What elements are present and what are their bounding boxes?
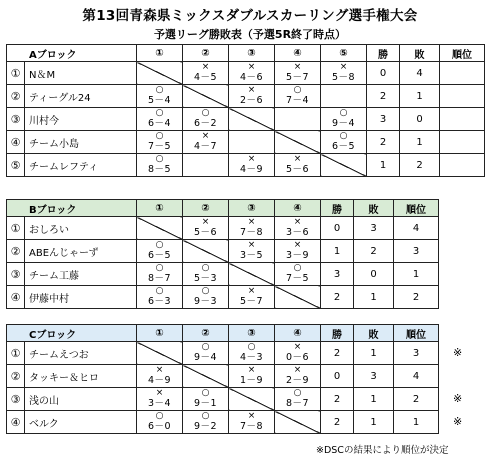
column-header-rank: 順位 — [394, 200, 439, 217]
result-score: 0－6 — [285, 352, 310, 363]
result-cell — [275, 217, 321, 240]
self-match-cell — [183, 365, 229, 388]
result-mark: ○ — [155, 154, 164, 164]
result-mark: ○ — [293, 388, 302, 398]
table-row — [7, 131, 485, 154]
result-mark: × — [247, 217, 256, 227]
result-mark: ○ — [155, 411, 164, 421]
column-header-opponent: ④ — [275, 200, 321, 217]
footnote: ※DSCの結果により順位が決定 — [316, 445, 449, 456]
result-score: 5－6 — [285, 164, 310, 175]
result-mark: ○ — [201, 388, 210, 398]
result-score: 7－4 — [285, 95, 310, 106]
column-header-opponent: ⑤ — [321, 45, 367, 62]
team-loss: 1 — [400, 85, 440, 108]
team-win: 2 — [321, 342, 354, 365]
column-header-opponent: ① — [137, 200, 183, 217]
team-win: 3 — [367, 108, 400, 131]
result-cell — [183, 388, 229, 411]
self-match-cell — [183, 240, 229, 263]
team-number: ③ — [7, 388, 25, 411]
result-cell — [183, 62, 229, 85]
result-score: 3－5 — [239, 250, 264, 261]
result-score: 8－5 — [147, 164, 172, 175]
team-name: チーム小島 — [25, 131, 137, 154]
team-number: ① — [7, 342, 25, 365]
column-header-loss: 敗 — [354, 325, 394, 342]
result-score: 5－7 — [239, 296, 264, 307]
result-mark: × — [247, 62, 256, 72]
team-name: N＆M — [25, 62, 137, 85]
result-score: 7－8 — [239, 421, 264, 432]
team-rank: 2 — [394, 388, 439, 411]
result-cell — [137, 154, 183, 177]
result-score: 6－2 — [193, 118, 218, 129]
result-mark: ○ — [155, 263, 164, 273]
table-row — [7, 108, 485, 131]
team-rank: 3 — [394, 342, 439, 365]
result-score: 7－8 — [239, 227, 264, 238]
result-cell — [229, 85, 275, 108]
column-header-opponent: ④ — [275, 45, 321, 62]
result-score: 6－5 — [147, 250, 172, 261]
result-cell — [183, 108, 229, 131]
result-cell — [229, 62, 275, 85]
team-rank: 2 — [394, 286, 439, 309]
result-mark: × — [247, 154, 256, 164]
result-mark: ○ — [201, 411, 210, 421]
team-loss: 0 — [354, 263, 394, 286]
result-mark: ○ — [155, 286, 164, 296]
result-cell — [229, 411, 275, 434]
result-cell — [229, 154, 275, 177]
team-win: 2 — [367, 85, 400, 108]
result-score: 4－9 — [147, 375, 172, 386]
team-name: ティーグル24 — [25, 85, 137, 108]
result-mark: ○ — [155, 108, 164, 118]
result-mark: ○ — [155, 240, 164, 250]
result-cell — [275, 388, 321, 411]
self-match-cell — [275, 411, 321, 434]
result-mark: ○ — [293, 263, 302, 273]
table-row — [7, 85, 485, 108]
result-mark: ○ — [155, 131, 164, 141]
result-score: 4－3 — [239, 352, 264, 363]
team-number: ④ — [7, 286, 25, 309]
team-win: 1 — [367, 154, 400, 177]
column-header-opponent: ③ — [229, 325, 275, 342]
team-loss: 1 — [354, 411, 394, 434]
team-win: 3 — [321, 263, 354, 286]
result-cell — [321, 85, 367, 108]
result-score: 6－5 — [331, 141, 356, 152]
team-loss: 4 — [400, 62, 440, 85]
self-match-cell — [137, 342, 183, 365]
self-match-cell — [321, 154, 367, 177]
team-loss: 1 — [354, 388, 394, 411]
result-mark: ○ — [293, 85, 302, 95]
team-name: チームレフティ — [25, 154, 137, 177]
result-cell — [137, 108, 183, 131]
team-loss: 3 — [354, 217, 394, 240]
result-mark: ○ — [201, 342, 210, 352]
table-row — [7, 263, 439, 286]
column-header-opponent: ② — [183, 325, 229, 342]
result-score: 5－6 — [193, 227, 218, 238]
result-score: 4－7 — [193, 141, 218, 152]
team-win: 0 — [321, 217, 354, 240]
team-win: 0 — [321, 365, 354, 388]
team-name: おしろい — [25, 217, 137, 240]
league-table-block-0 — [6, 44, 485, 177]
result-cell — [229, 286, 275, 309]
table-row — [7, 286, 439, 309]
table-row — [7, 411, 439, 434]
self-match-cell — [229, 108, 275, 131]
league-table-block-1 — [6, 199, 439, 309]
result-score: 3－9 — [285, 250, 310, 261]
result-mark: × — [201, 217, 210, 227]
result-score: 4－9 — [239, 164, 264, 175]
result-mark: ○ — [247, 342, 256, 352]
result-cell — [275, 108, 321, 131]
result-score: 6－3 — [147, 296, 172, 307]
result-score: 9－2 — [193, 421, 218, 432]
result-cell — [183, 263, 229, 286]
page-subtitle: 予選リーグ勝敗表（予選5R終了時点） — [153, 28, 347, 41]
result-cell — [321, 131, 367, 154]
table-row — [7, 62, 485, 85]
column-header-win: 勝 — [321, 200, 354, 217]
result-score: 9－1 — [193, 398, 218, 409]
result-mark: × — [247, 286, 256, 296]
result-cell — [275, 240, 321, 263]
table-row — [7, 240, 439, 263]
team-rank — [440, 85, 485, 108]
result-mark: × — [339, 62, 348, 72]
result-mark: × — [247, 85, 256, 95]
result-score: 8－7 — [147, 273, 172, 284]
team-rank: 3 — [394, 240, 439, 263]
team-win: 2 — [321, 388, 354, 411]
self-match-cell — [137, 62, 183, 85]
column-header-rank: 順位 — [440, 45, 485, 62]
result-cell — [321, 108, 367, 131]
result-cell — [275, 342, 321, 365]
result-mark: × — [293, 240, 302, 250]
table-row — [7, 342, 439, 365]
result-cell — [137, 240, 183, 263]
team-win: 2 — [321, 286, 354, 309]
result-mark: × — [293, 154, 302, 164]
team-loss: 1 — [354, 342, 394, 365]
team-rank: 4 — [394, 365, 439, 388]
result-mark: ○ — [339, 108, 348, 118]
result-score: 5－4 — [147, 95, 172, 106]
result-cell — [137, 411, 183, 434]
result-cell — [137, 365, 183, 388]
tiebreak-asterisk: ※ — [453, 392, 463, 405]
result-mark: × — [155, 388, 164, 398]
column-header-opponent: ① — [137, 325, 183, 342]
tiebreak-asterisk: ※ — [453, 346, 463, 359]
result-mark: × — [247, 365, 256, 375]
result-score: 3－4 — [147, 398, 172, 409]
block-name: Aブロック — [7, 45, 137, 62]
team-name: 川村今 — [25, 108, 137, 131]
result-mark: × — [201, 131, 210, 141]
self-match-cell — [137, 217, 183, 240]
team-number: ① — [7, 217, 25, 240]
result-cell — [275, 85, 321, 108]
result-score: 4－5 — [193, 72, 218, 83]
result-mark: ○ — [201, 108, 210, 118]
result-score: 9－3 — [193, 296, 218, 307]
team-loss: 3 — [354, 365, 394, 388]
team-number: ⑤ — [7, 154, 25, 177]
result-mark: × — [293, 217, 302, 227]
team-name: チーム工藤 — [25, 263, 137, 286]
table-row — [7, 154, 485, 177]
result-score: 8－7 — [285, 398, 310, 409]
self-match-cell — [229, 263, 275, 286]
block-name: Cブロック — [7, 325, 137, 342]
team-number: ② — [7, 365, 25, 388]
result-mark: × — [155, 365, 164, 375]
result-score: 5－3 — [193, 273, 218, 284]
page-title: 第13回青森県ミックスダブルスカーリング選手権大会 — [82, 8, 418, 24]
team-number: ② — [7, 85, 25, 108]
self-match-cell — [229, 388, 275, 411]
team-rank: 1 — [394, 411, 439, 434]
team-rank — [440, 62, 485, 85]
self-match-cell — [275, 286, 321, 309]
tiebreak-asterisk: ※ — [453, 415, 463, 428]
result-cell — [183, 131, 229, 154]
result-score: 7－5 — [147, 141, 172, 152]
team-win: 1 — [321, 240, 354, 263]
team-number: ③ — [7, 263, 25, 286]
result-cell — [137, 85, 183, 108]
result-cell — [229, 217, 275, 240]
team-loss: 2 — [354, 240, 394, 263]
result-score: 5－7 — [285, 72, 310, 83]
result-score: 4－6 — [239, 72, 264, 83]
result-mark: × — [293, 342, 302, 352]
result-score: 7－5 — [285, 273, 310, 284]
self-match-cell — [275, 131, 321, 154]
team-rank: 4 — [394, 217, 439, 240]
block-name: Bブロック — [7, 200, 137, 217]
result-cell — [321, 62, 367, 85]
result-score: 5－8 — [331, 72, 356, 83]
team-name: ベルク — [25, 411, 137, 434]
column-header-opponent: ① — [137, 45, 183, 62]
result-mark: × — [247, 240, 256, 250]
column-header-rank: 順位 — [394, 325, 439, 342]
result-cell — [183, 217, 229, 240]
result-cell — [275, 62, 321, 85]
result-mark: × — [293, 365, 302, 375]
result-cell — [229, 240, 275, 263]
result-score: 2－6 — [239, 95, 264, 106]
result-score: 6－0 — [147, 421, 172, 432]
column-header-opponent: ② — [183, 200, 229, 217]
result-mark: ○ — [339, 131, 348, 141]
result-score: 3－6 — [285, 227, 310, 238]
team-rank — [440, 154, 485, 177]
team-name: 伊藤中村 — [25, 286, 137, 309]
column-header-opponent: ③ — [229, 200, 275, 217]
table-row — [7, 365, 439, 388]
team-rank: 1 — [394, 263, 439, 286]
column-header-opponent: ③ — [229, 45, 275, 62]
column-header-win: 勝 — [321, 325, 354, 342]
result-score: 9－4 — [193, 352, 218, 363]
result-cell — [137, 131, 183, 154]
column-header-win: 勝 — [367, 45, 400, 62]
result-mark: ○ — [201, 286, 210, 296]
self-match-cell — [183, 85, 229, 108]
team-name: ABEんじゃーず — [25, 240, 137, 263]
team-win: 2 — [321, 411, 354, 434]
team-number: ② — [7, 240, 25, 263]
column-header-loss: 敗 — [400, 45, 440, 62]
column-header-opponent: ② — [183, 45, 229, 62]
team-number: ④ — [7, 411, 25, 434]
result-score: 2－9 — [285, 375, 310, 386]
result-mark: ○ — [155, 85, 164, 95]
result-cell — [275, 365, 321, 388]
team-win: 0 — [367, 62, 400, 85]
result-cell — [137, 263, 183, 286]
result-cell — [137, 286, 183, 309]
result-cell — [183, 411, 229, 434]
team-loss: 2 — [400, 154, 440, 177]
result-mark: × — [201, 62, 210, 72]
result-cell — [137, 388, 183, 411]
team-rank — [440, 108, 485, 131]
result-cell — [183, 342, 229, 365]
table-row — [7, 388, 439, 411]
result-cell — [275, 154, 321, 177]
table-row — [7, 217, 439, 240]
team-loss: 1 — [354, 286, 394, 309]
result-cell — [275, 263, 321, 286]
team-win: 2 — [367, 131, 400, 154]
team-number: ③ — [7, 108, 25, 131]
result-mark: × — [293, 62, 302, 72]
team-loss: 0 — [400, 108, 440, 131]
result-score: 6－4 — [147, 118, 172, 129]
team-name: チームえつお — [25, 342, 137, 365]
column-header-opponent: ④ — [275, 325, 321, 342]
league-table-block-2 — [6, 324, 439, 434]
column-header-loss: 敗 — [354, 200, 394, 217]
team-number: ① — [7, 62, 25, 85]
team-name: 浅の山 — [25, 388, 137, 411]
result-score: 9－4 — [331, 118, 356, 129]
result-cell — [229, 342, 275, 365]
result-cell — [183, 286, 229, 309]
result-cell — [229, 365, 275, 388]
team-number: ④ — [7, 131, 25, 154]
team-rank — [440, 131, 485, 154]
team-name: タッキー＆ヒロ — [25, 365, 137, 388]
result-score: 1－9 — [239, 375, 264, 386]
result-mark: × — [247, 411, 256, 421]
result-cell — [183, 154, 229, 177]
team-loss: 1 — [400, 131, 440, 154]
result-cell — [229, 131, 275, 154]
result-mark: ○ — [201, 263, 210, 273]
